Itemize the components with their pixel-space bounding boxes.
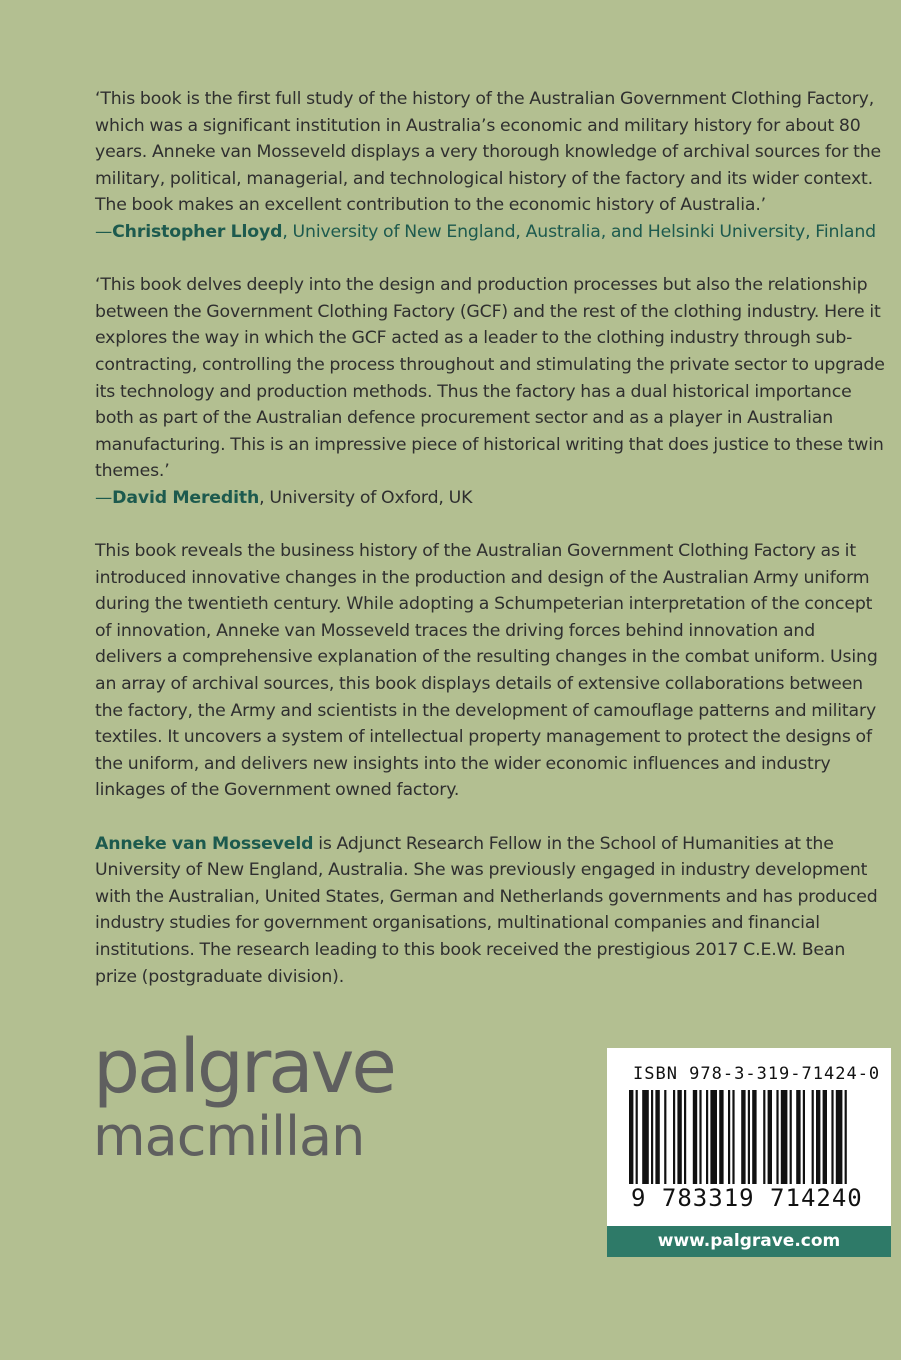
review-quote-1: ‘This book is the first full study of the history of the Australian Government Clothing Factory, which was a significant institution in Australia’s economic and military history for about 80 years. Anneke van Mosseveld displays a very thorough knowledge of archival sources for the military, political, managerial, and technological history of the factory and its wider context. The book makes an excellent contribution to the economic history of Australia.’ [95,89,882,216]
barcode-bar [732,1090,734,1184]
barcode-bar [790,1090,792,1184]
author-bio [95,831,885,991]
review-quote-2: ‘This book delves deeply into the design and production processes but also the relationship between the Government Clothing Factory (GCF) and the rest of the clothing industry. Here it explores the way in which the GCF acted as a leader to the clothing industry through sub-contracting, controlling the process throughout and stimulating the private sector to upgrade its technology and production methods. Thus the factory has a dual historical importance both as part of the Australian defence procurement sector and as a player in Australian manufacturing. This is an impressive piece of historical writing that does justice to these twin themes.’ [95,275,885,482]
barcode-bar [673,1090,675,1184]
barcode-bar [629,1090,633,1184]
barcode-bar [845,1090,847,1184]
isbn-barcode [607,1048,891,1226]
barcode-bar [706,1090,708,1184]
barcode-bars [629,1090,849,1186]
reviewer-name-2: David Meredith [112,487,260,508]
publisher-logo-line1: palgrave [93,1024,394,1110]
review-attribution-2 [95,485,885,512]
em-dash: — [95,221,113,242]
barcode-bar [693,1090,697,1184]
publisher-logo-line2: macmillan [93,1105,365,1168]
barcode-bar [741,1090,745,1184]
barcode-bar [655,1090,659,1184]
barcode-bar [763,1090,765,1184]
publisher-url[interactable]: www.palgrave.com [607,1226,891,1257]
barcode-bar [812,1090,814,1184]
barcode-digits: 9 783319 714240 [631,1184,863,1212]
barcode-bar [664,1090,666,1184]
barcode-bar [728,1090,730,1184]
barcode-bar [768,1090,772,1184]
barcode-bar [699,1090,701,1184]
author-name: Anneke van Mosseveld [95,833,314,854]
barcode-bar [796,1090,800,1184]
barcode-bar [748,1090,750,1184]
barcode-bar [684,1090,686,1184]
barcode-bar [710,1090,717,1184]
barcode-bar [803,1090,805,1184]
barcode-bar [816,1090,820,1184]
author-bio-text: is Adjunct Research Fellow in the School of Humanities at the University of New England, Australia. She was previously engaged in industry development with the Australian, United States, German and Netherlands governments and has produced industry studies for government organisations, multinational companies and financial institutions. The research leading to this book received the prestigious 2017 C.E.W. Bean prize (postgraduate division). [95,833,878,987]
review-attribution-1 [95,219,885,246]
back-cover-text [95,86,885,990]
em-dash: — [95,487,113,508]
barcode-bar [781,1090,788,1184]
barcode-bar [651,1090,653,1184]
barcode-bar [642,1090,649,1184]
isbn-label: ISBN 978-3-319-71424-0 [633,1064,881,1084]
barcode-bar [776,1090,778,1184]
barcode-bar [719,1090,723,1184]
reviewer-affiliation-1: , University of New England, Australia, and Helsinki University, Finland [282,221,876,242]
publisher-logo [93,1024,394,1168]
reviewer-name-1: Christopher Lloyd [112,221,283,242]
book-description: This book reveals the business history of the Australian Government Clothing Factory as it introduced innovative changes in the production and design of the Australian Army uniform during the twentieth century. While adopting a Schumpeterian interpretation of the concept of innovation, Anneke van Mosseveld traces the driving forces behind innovation and delivers a comprehensive explanation of the resulting changes in the combat uniform. Using an array of archival sources, this book displays details of extensive collaborations between the factory, the Army and scientists in the development of camouflage patterns and military textiles. It uncovers a system of intellectual property management to protect the designs of the uniform, and delivers new insights into the wider economic influences and industry linkages of the Government owned factory. [95,541,878,801]
barcode-bar [677,1090,681,1184]
barcode-bar [752,1090,756,1184]
barcode-bar [823,1090,827,1184]
barcode-bar [836,1090,843,1184]
barcode-bar [636,1090,638,1184]
barcode-bar [831,1090,833,1184]
reviewer-affiliation-2: , University of Oxford, UK [259,487,473,508]
